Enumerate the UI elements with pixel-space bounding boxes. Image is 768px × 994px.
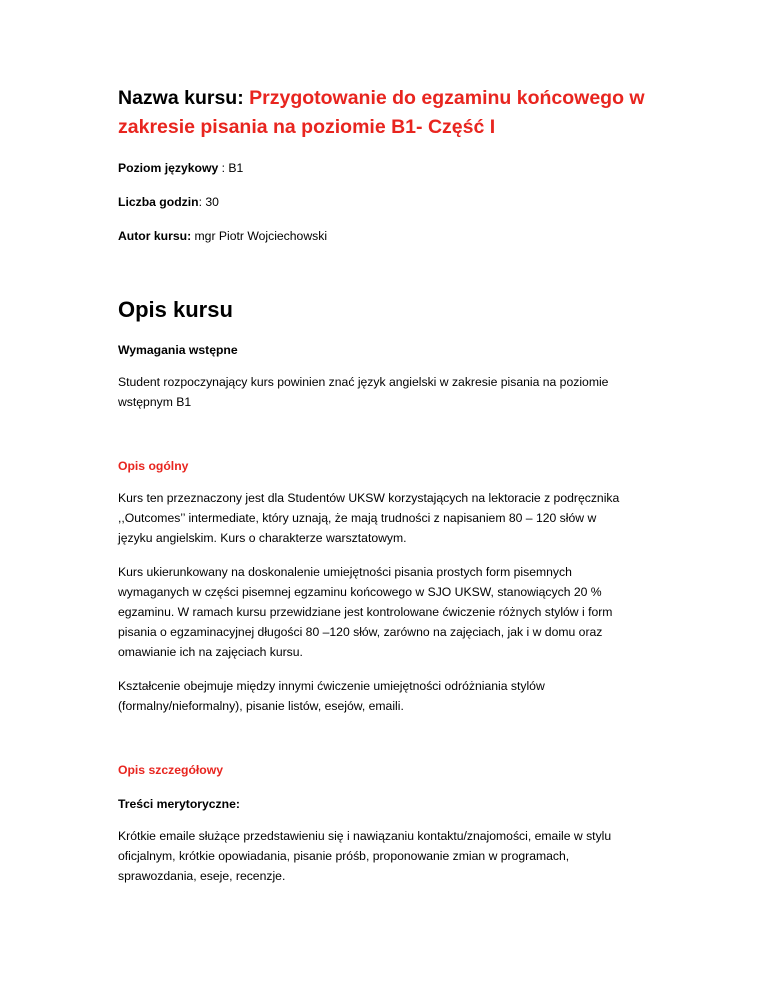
course-author (118, 228, 658, 244)
hours-count-label: Liczba godzin (118, 195, 199, 209)
course-title-label: Nazwa kursu: (118, 87, 250, 109)
general-description-heading: Opis ogólny (118, 459, 189, 473)
course-author-value: mgr Piotr Wojciechowski (191, 229, 328, 243)
prerequisites-text: Student rozpoczynający kurs powinien znać język angielski w zakresie pisania na poziomie wstępnym B1 (118, 375, 609, 409)
course-title (118, 84, 658, 142)
language-level-value: : B1 (218, 161, 244, 175)
language-level-label: Poziom językowy (118, 161, 219, 175)
document-page (118, 84, 658, 886)
section-title-description: Opis kursu (118, 297, 233, 322)
prerequisites-heading: Wymagania wstępne (118, 343, 238, 357)
general-description-paragraph-2: Kurs ukierunkowany na doskonalenie umiejętności pisania prostych form pisemnych wymaganych w części pisemnej egzaminu końcowego w SJO UKSW, stanowiących 20 % egzaminu. W ramach kursu przewidziane jest kontrolowane ćwiczenie różnych stylów i form pisania o egzaminacyjnej długości 80 –120 słów, zarówno na zajęciach, jak i w domu oraz omawianie ich na zajęciach kursu. (118, 565, 613, 659)
course-title-name: Przygotowanie do egzaminu końcowego w zakresie pisania na poziomie B1- Część I (118, 87, 645, 138)
content-heading: Treści merytoryczne: (118, 797, 240, 811)
hours-count (118, 194, 658, 210)
content-text: Krótkie emaile służące przedstawieniu się i nawiązaniu kontaktu/znajomości, emaile w stylu oficjalnym, krótkie opowiadania, pisanie próśb, proponowanie zmian w programach, sprawozdania, eseje, recenzje. (118, 829, 612, 883)
language-level (118, 160, 658, 176)
hours-count-value: : 30 (198, 195, 219, 209)
general-description-paragraph-1: Kurs ten przeznaczony jest dla Studentów UKSW korzystających na lektoracie z podręcznika ,,Outcomes’’ intermediate, który uznają, że mają trudności z napisaniem 80 – 120 słów w języku angielskim. Kurs o charakterze warsztatowym. (118, 491, 620, 545)
general-description-paragraph-3: Kształcenie obejmuje między innymi ćwiczenie umiejętności odróżniania stylów (formalny/nieformalny), pisanie listów, esejów, emaili. (118, 679, 545, 713)
course-author-label: Autor kursu: (118, 229, 192, 243)
detailed-description-heading: Opis szczegółowy (118, 763, 223, 777)
